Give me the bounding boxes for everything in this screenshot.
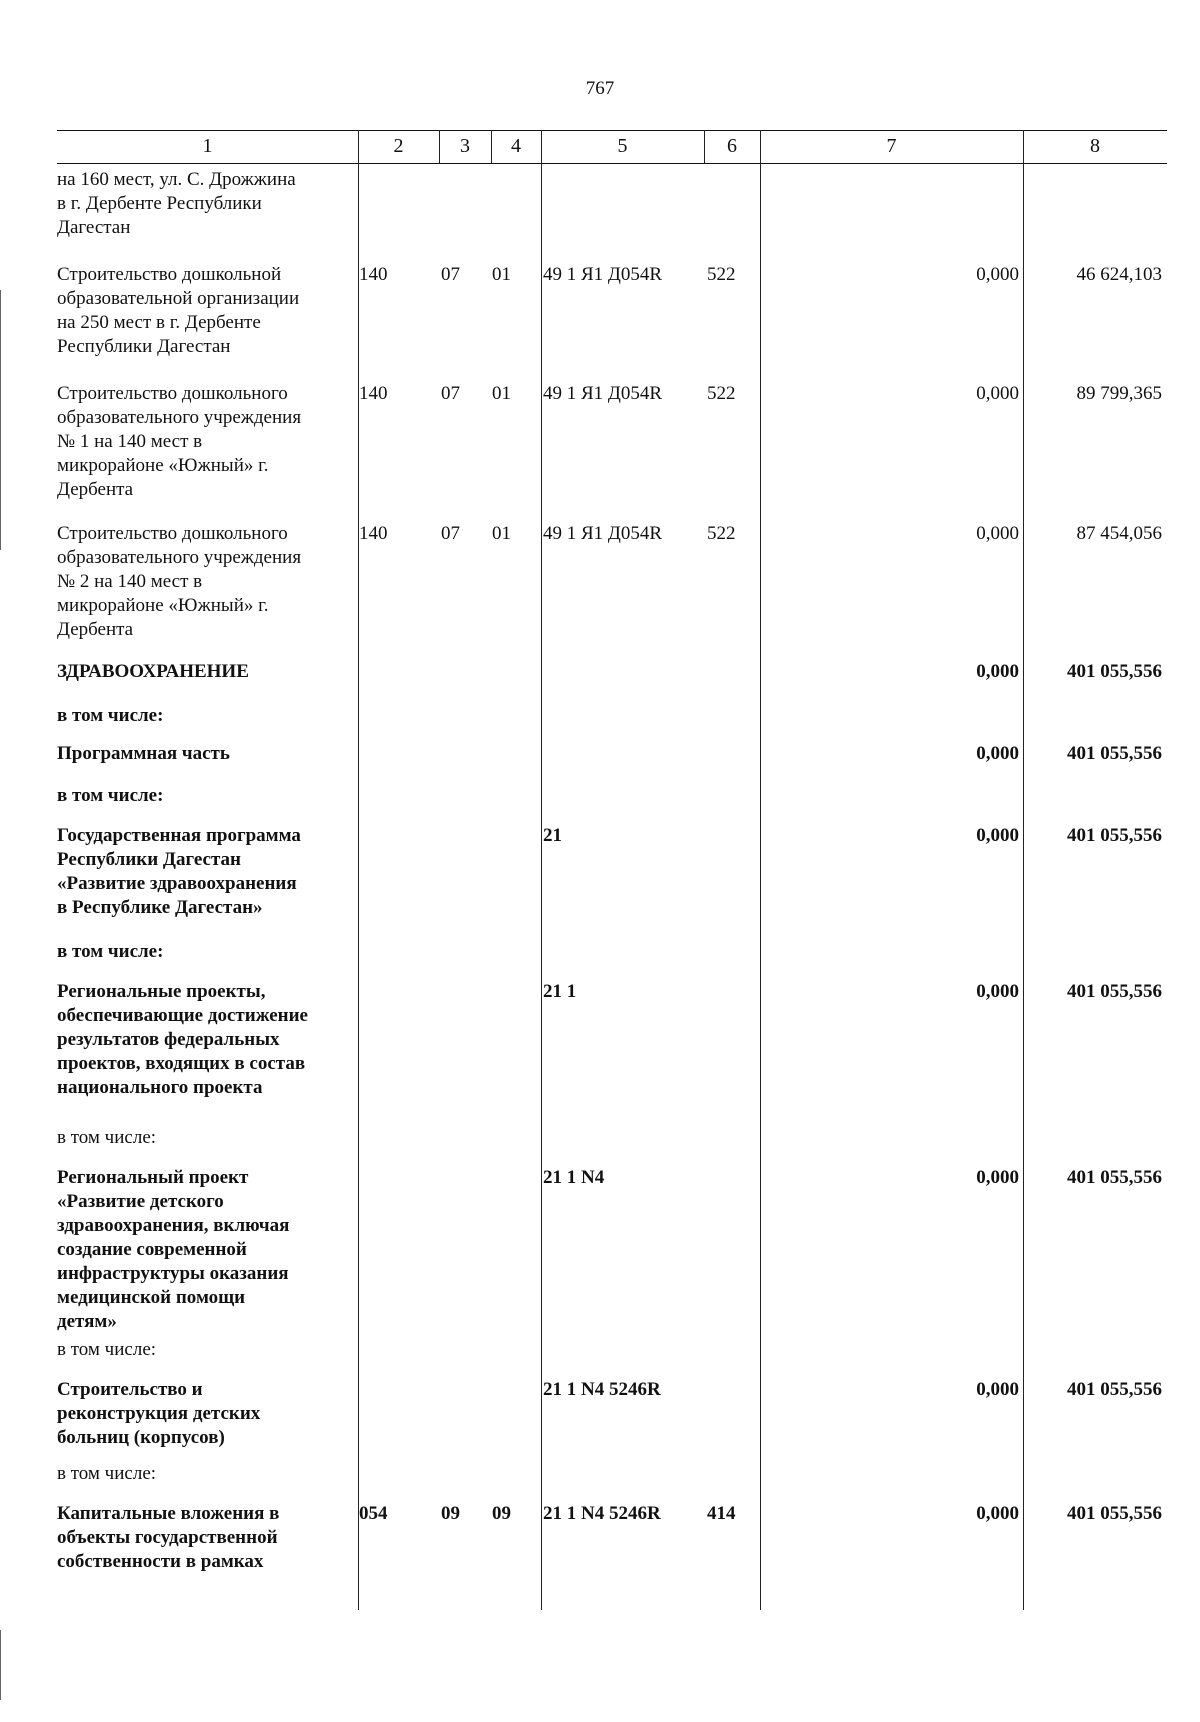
amount-column-8: 401 055,556	[1067, 743, 1162, 764]
code-target-article: 49 1 Я1 Д054R	[543, 383, 663, 404]
description-line: Региональный проект	[57, 1167, 249, 1188]
description-line: реконструкция детских	[57, 1403, 261, 1424]
description-line: в том числе:	[57, 941, 164, 962]
code-razdel: 07	[441, 383, 460, 404]
amount-column-7: 0,000	[976, 661, 1019, 682]
description-line: микрорайоне «Южный» г.	[57, 595, 269, 616]
description-line: образовательного учреждения	[57, 407, 302, 428]
description-line: на 160 мест, ул. С. Дрожжина	[57, 169, 296, 190]
description-line: Региональные проекты,	[57, 981, 266, 1002]
column-header-1: 1	[202, 135, 213, 157]
column-header-4: 4	[511, 135, 521, 157]
row-description	[57, 660, 357, 684]
description-line: проектов, входящих в состав	[57, 1053, 306, 1074]
amount-column-7: 0,000	[976, 825, 1019, 846]
code-podrazdel: 01	[492, 383, 511, 404]
description-line: здравоохранения, включая	[57, 1215, 290, 1236]
row-description	[57, 522, 357, 642]
code-vedomstvo: 054	[359, 1503, 388, 1524]
description-line: образовательной организации	[57, 288, 300, 309]
column-divider	[541, 130, 542, 1610]
amount-column-8: 46 624,103	[1076, 264, 1162, 285]
row-description	[57, 742, 357, 766]
code-podrazdel: 01	[492, 264, 511, 285]
code-target-article: 21 1	[543, 981, 577, 1002]
code-podrazdel: 01	[492, 523, 511, 544]
column-header-7: 7	[886, 135, 897, 157]
row-description	[57, 263, 357, 359]
amount-column-7: 0,000	[976, 1503, 1019, 1524]
description-line: Строительство и	[57, 1379, 203, 1400]
row-description	[57, 784, 357, 808]
amount-column-8: 401 055,556	[1067, 1167, 1162, 1188]
description-line: № 1 на 140 мест в	[57, 431, 203, 452]
amount-column-7: 0,000	[976, 523, 1019, 544]
code-target-article: 21 1 N4 5246R	[543, 1379, 661, 1400]
amount-column-8: 87 454,056	[1076, 523, 1162, 544]
column-divider	[760, 130, 761, 1610]
amount-column-8: 89 799,365	[1076, 383, 1162, 404]
amount-column-8: 401 055,556	[1067, 661, 1162, 682]
description-line: национального проекта	[57, 1077, 263, 1098]
amount-column-7: 0,000	[976, 743, 1019, 764]
description-line: Строительство дошкольного	[57, 523, 288, 544]
code-target-article: 21 1 N4	[543, 1167, 605, 1188]
column-header-5: 5	[617, 135, 628, 157]
row-description	[57, 1502, 357, 1574]
row-description	[57, 704, 357, 728]
description-line: Строительство дошкольного	[57, 383, 288, 404]
row-description	[57, 382, 357, 502]
description-line: № 2 на 140 мест в	[57, 571, 203, 592]
description-line: «Развитие детского	[57, 1191, 224, 1212]
description-line: в том числе:	[57, 1339, 157, 1360]
column-header-row	[57, 130, 1167, 163]
code-vedomstvo: 140	[359, 523, 388, 544]
row-description	[57, 980, 357, 1100]
column-divider	[704, 130, 705, 163]
row-description	[57, 940, 357, 964]
row-description	[57, 1166, 357, 1334]
description-line: в том числе:	[57, 1127, 157, 1148]
amount-column-7: 0,000	[976, 1379, 1019, 1400]
code-expense-type: 522	[707, 264, 736, 285]
description-line: Капитальные вложения в	[57, 1503, 280, 1524]
description-line: в г. Дербенте Республики	[57, 193, 262, 214]
description-line: Строительство дошкольной	[57, 264, 282, 285]
description-line: в том числе:	[57, 1463, 157, 1484]
code-expense-type: 522	[707, 383, 736, 404]
amount-column-7: 0,000	[976, 264, 1019, 285]
row-description	[57, 168, 357, 240]
amount-column-7: 0,000	[976, 1167, 1019, 1188]
code-vedomstvo: 140	[359, 383, 388, 404]
amount-column-7: 0,000	[976, 383, 1019, 404]
description-line: медицинской помощи	[57, 1287, 246, 1308]
amount-column-8: 401 055,556	[1067, 1503, 1162, 1524]
row-description	[57, 824, 357, 920]
page-number: 767	[585, 78, 615, 99]
column-header-3: 3	[460, 135, 470, 157]
description-line: образовательного учреждения	[57, 547, 302, 568]
row-description	[57, 1338, 357, 1362]
description-line: детям»	[57, 1311, 117, 1332]
description-line: Программная часть	[57, 743, 230, 764]
description-line: объекты государственной	[57, 1527, 278, 1548]
description-line: результатов федеральных	[57, 1029, 280, 1050]
description-line: инфраструктуры оказания	[57, 1263, 289, 1284]
description-line: ЗДРАВООХРАНЕНИЕ	[57, 661, 249, 682]
column-divider	[358, 130, 359, 1610]
description-line: на 250 мест в г. Дербенте	[57, 312, 261, 333]
description-line: Дербента	[57, 479, 134, 500]
code-target-article: 49 1 Я1 Д054R	[543, 523, 663, 544]
description-line: создание современной	[57, 1239, 247, 1260]
row-description	[57, 1462, 357, 1486]
code-razdel: 07	[441, 523, 460, 544]
code-razdel: 07	[441, 264, 460, 285]
description-line: микрорайоне «Южный» г.	[57, 455, 269, 476]
description-line: Государственная программа	[57, 825, 301, 846]
description-line: Дагестан	[57, 217, 131, 238]
row-description	[57, 1378, 357, 1450]
code-target-article: 49 1 Я1 Д054R	[543, 264, 663, 285]
description-line: собственности в рамках	[57, 1551, 264, 1572]
code-vedomstvo: 140	[359, 264, 388, 285]
scan-edge-mark	[0, 290, 1, 550]
description-line: Республики Дагестан	[57, 336, 231, 357]
column-header-6: 6	[727, 135, 737, 157]
description-line: «Развитие здравоохранения	[57, 873, 297, 894]
description-line: Дербента	[57, 619, 134, 640]
amount-column-7: 0,000	[976, 981, 1019, 1002]
description-line: в Республике Дагестан»	[57, 897, 263, 918]
code-podrazdel: 09	[492, 1503, 511, 1524]
scan-edge-mark	[0, 1630, 1, 1700]
description-line: в том числе:	[57, 705, 164, 726]
description-line: больниц (корпусов)	[57, 1427, 225, 1448]
code-expense-type: 522	[707, 523, 736, 544]
column-divider	[491, 130, 492, 163]
description-line: Республики Дагестан	[57, 849, 241, 870]
column-divider	[439, 130, 440, 163]
code-target-article: 21 1 N4 5246R	[543, 1503, 661, 1524]
code-razdel: 09	[441, 1503, 460, 1524]
column-header-2: 2	[393, 135, 404, 157]
amount-column-8: 401 055,556	[1067, 825, 1162, 846]
code-target-article: 21	[543, 825, 562, 846]
description-line: обеспечивающие достижение	[57, 1005, 308, 1026]
row-description	[57, 1126, 357, 1150]
amount-column-8: 401 055,556	[1067, 981, 1162, 1002]
header-bottom-rule	[57, 163, 1167, 164]
column-header-8: 8	[1090, 135, 1100, 157]
amount-column-8: 401 055,556	[1067, 1379, 1162, 1400]
description-line: в том числе:	[57, 785, 164, 806]
code-expense-type: 414	[707, 1503, 736, 1524]
